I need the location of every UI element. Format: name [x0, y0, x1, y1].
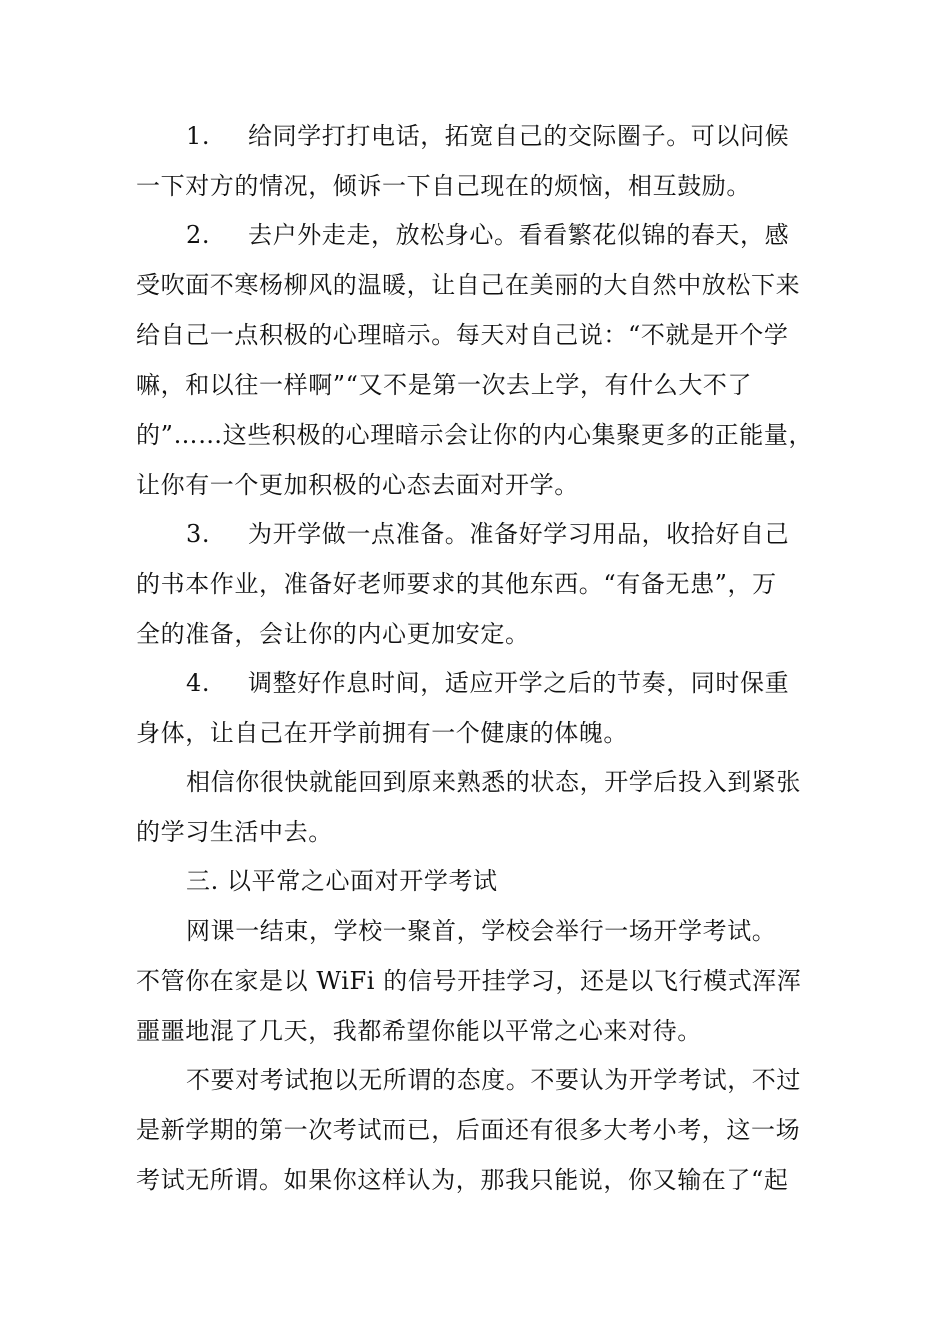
- list-item-1-line-1: [186, 121, 789, 151]
- text-line: 的”……这些积极的心理暗示会让你的内心集聚更多的正能量，: [136, 421, 814, 449]
- list-item-3-line-1: [186, 519, 789, 549]
- text-line: 的书本作业，准备好老师要求的其他东西。“有备无患”，万: [136, 570, 777, 598]
- text-line: 不管你在家是以 WiFi 的信号开挂学习，还是以飞行模式浑浑: [136, 967, 802, 995]
- list-number: 2.: [186, 221, 211, 249]
- text-line: 给自己一点积极的心理暗示。每天对自己说：“不就是开个学: [136, 321, 789, 349]
- paragraph-line: 不要对考试抱以无所谓的态度。不要认为开学考试，不过: [186, 1066, 801, 1094]
- line-text: 给同学打打电话，拓宽自己的交际圈子。可以问候: [248, 122, 790, 150]
- text-line: 嘛，和以往一样啊”“又不是第一次去上学，有什么大不了: [136, 371, 753, 399]
- text-line: 让你有一个更加积极的心态去面对开学。: [136, 471, 579, 499]
- list-number: 3.: [186, 520, 211, 548]
- section-heading: 三. 以平常之心面对开学考试: [186, 867, 498, 895]
- list-item-4-line-1: [186, 668, 789, 698]
- text-line: 是新学期的第一次考试而已，后面还有很多大考小考，这一场: [136, 1116, 801, 1144]
- text-line: 的学习生活中去。: [136, 818, 333, 846]
- text-line: 一下对方的情况，倾诉一下自己现在的烦恼，相互鼓励。: [136, 172, 751, 200]
- text-line: 全的准备，会让你的内心更加安定。: [136, 620, 530, 648]
- list-number: 1.: [186, 122, 211, 150]
- line-text: 调整好作息时间，适应开学之后的节奏，同时保重: [248, 669, 790, 697]
- text-line: 身体，让自己在开学前拥有一个健康的体魄。: [136, 719, 628, 747]
- list-number: 4.: [186, 669, 211, 697]
- list-item-2-line-1: [186, 220, 789, 250]
- paragraph-line: 网课一结束，学校一聚首，学校会举行一场开学考试。: [186, 917, 777, 945]
- line-text: 去户外走走，放松身心。看看繁花似锦的春天，感: [248, 221, 790, 249]
- line-text: 为开学做一点准备。准备好学习用品，收拾好自己: [248, 520, 790, 548]
- paragraph-line: 相信你很快就能回到原来熟悉的状态，开学后投入到紧张: [186, 768, 801, 796]
- text-line: 噩噩地混了几天，我都希望你能以平常之心来对待。: [136, 1017, 702, 1045]
- text-line: 考试无所谓。如果你这样认为，那我只能说，你又输在了“起: [136, 1166, 789, 1194]
- text-line: 受吹面不寒杨柳风的温暖，让自己在美丽的大自然中放松下来: [136, 271, 801, 299]
